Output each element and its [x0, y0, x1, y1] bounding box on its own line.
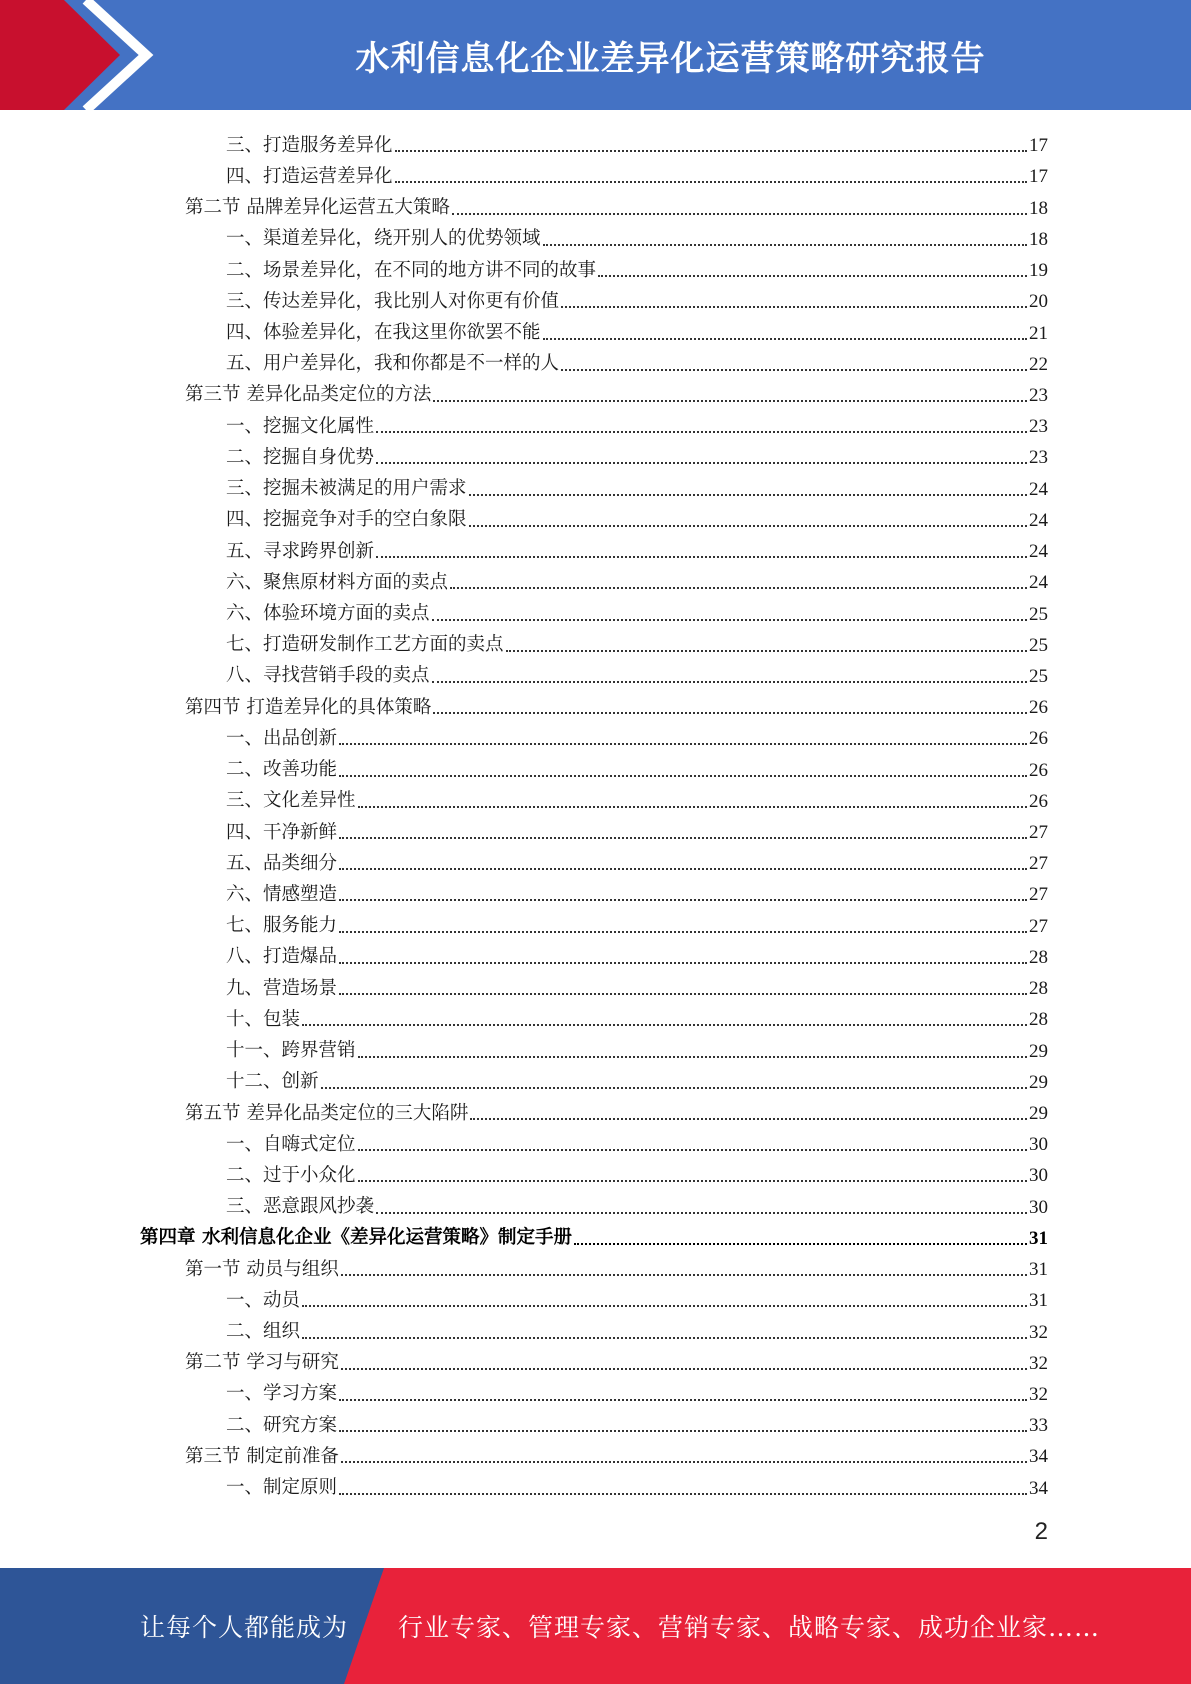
- toc-entry[interactable]: [140, 347, 1048, 378]
- toc-dot-leader: [469, 492, 1027, 496]
- toc-entry-title: 六、情感塑造: [226, 883, 338, 905]
- toc-entry[interactable]: [140, 628, 1048, 659]
- toc-entry-page: 17: [1029, 135, 1048, 157]
- toc-dot-leader: [341, 1459, 1027, 1463]
- toc-dot-leader: [341, 1272, 1027, 1276]
- toc-entry-page: 27: [1029, 853, 1048, 875]
- toc-entry[interactable]: [140, 1221, 1048, 1252]
- toc-dot-leader: [395, 179, 1027, 183]
- toc-entry-title: 第三节 差异化品类定位的方法: [185, 384, 432, 406]
- toc-entry[interactable]: [140, 752, 1048, 783]
- toc-dot-leader: [561, 367, 1027, 371]
- toc-entry-page: 26: [1029, 790, 1048, 812]
- toc-entry[interactable]: [140, 534, 1048, 565]
- toc-entry-page: 32: [1029, 1352, 1048, 1374]
- toc-entry-title: 一、出品创新: [226, 727, 338, 749]
- toc-entry-page: 30: [1029, 1165, 1048, 1187]
- toc-entry-page: 31: [1029, 1227, 1048, 1249]
- toc-entry-page: 28: [1029, 978, 1048, 1000]
- toc-entry[interactable]: [140, 1033, 1048, 1064]
- toc-dot-leader: [433, 398, 1027, 402]
- toc-entry[interactable]: [140, 1065, 1048, 1096]
- toc-dot-leader: [561, 304, 1027, 308]
- toc-entry-page: 33: [1029, 1415, 1048, 1437]
- toc-entry[interactable]: [140, 1002, 1048, 1033]
- toc-entry-page: 31: [1029, 1290, 1048, 1312]
- toc-entry-page: 20: [1029, 291, 1048, 313]
- toc-entry-page: 25: [1029, 634, 1048, 656]
- toc-entry[interactable]: [140, 784, 1048, 815]
- toc-entry-page: 29: [1029, 1040, 1048, 1062]
- toc-entry[interactable]: [140, 877, 1048, 908]
- toc-dot-leader: [433, 710, 1027, 714]
- toc-entry-title: 二、组织: [226, 1321, 301, 1343]
- toc-entry-title: 第二节 品牌差异化运营五大策略: [185, 197, 450, 219]
- toc-entry-page: 28: [1029, 946, 1048, 968]
- toc-entry[interactable]: [140, 1189, 1048, 1220]
- document-title: 水利信息化企业差异化运营策略研究报告: [355, 38, 986, 79]
- toc-dot-leader: [339, 991, 1027, 995]
- toc-entry-page: 25: [1029, 603, 1048, 625]
- toc-entry-title: 第四章 水利信息化企业《差异化运营策略》制定手册: [140, 1227, 572, 1249]
- toc-dot-leader: [376, 554, 1027, 558]
- toc-dot-leader: [339, 866, 1027, 870]
- toc-entry-title: 一、动员: [226, 1289, 301, 1311]
- toc-dot-leader: [341, 1366, 1027, 1370]
- toc-entry[interactable]: [140, 721, 1048, 752]
- toc-entry[interactable]: [140, 128, 1048, 159]
- toc-entry-page: 27: [1029, 915, 1048, 937]
- toc-dot-leader: [358, 1147, 1027, 1151]
- toc-entry-title: 一、渠道差异化，绕开别人的优势领域: [226, 228, 541, 250]
- toc-entry-title: 五、用户差异化，我和你都是不一样的人: [226, 353, 560, 375]
- toc-dot-leader: [339, 835, 1027, 839]
- toc-dot-leader: [302, 1335, 1027, 1339]
- toc-entry[interactable]: [140, 940, 1048, 971]
- toc-entry-title: 三、恶意跟风抄袭: [226, 1196, 375, 1218]
- toc-dot-leader: [339, 1428, 1027, 1432]
- toc-entry-page: 23: [1029, 447, 1048, 469]
- toc-entry-page: 18: [1029, 197, 1048, 219]
- toc-entry-title: 六、体验环境方面的卖点: [226, 603, 430, 624]
- toc-entry-title: 第五节 差异化品类定位的三大陷阱: [185, 1102, 469, 1124]
- toc-entry[interactable]: [140, 565, 1048, 596]
- toc-entry-title: 四、干净新鲜: [226, 821, 338, 843]
- toc-entry-title: 四、打造运营差异化: [226, 165, 393, 187]
- toc-dot-leader: [506, 648, 1027, 652]
- toc-entry[interactable]: [140, 1439, 1048, 1470]
- toc-entry-page: 27: [1029, 884, 1048, 906]
- toc-dot-leader: [469, 523, 1027, 527]
- toc-entry-page: 34: [1029, 1477, 1048, 1499]
- toc-entry[interactable]: [140, 846, 1048, 877]
- toc-entry[interactable]: [140, 159, 1048, 190]
- toc-dot-leader: [470, 1116, 1027, 1120]
- toc-entry-title: 一、自嗨式定位: [226, 1133, 356, 1155]
- table-of-contents: [140, 128, 1048, 1502]
- page-number: 2: [1034, 1518, 1048, 1545]
- toc-entry-page: 19: [1029, 260, 1048, 282]
- toc-entry-title: 二、过于小众化: [226, 1164, 356, 1186]
- page-footer: [0, 1568, 1191, 1684]
- toc-dot-leader: [598, 273, 1027, 277]
- toc-entry-title: 二、场景差异化，在不同的地方讲不同的故事: [226, 259, 597, 281]
- toc-entry[interactable]: [140, 409, 1048, 440]
- toc-entry-page: 21: [1029, 322, 1048, 344]
- toc-dot-leader: [339, 773, 1027, 777]
- toc-entry-title: 四、挖掘竞争对手的空白象限: [226, 509, 467, 531]
- toc-entry-title: 第三节 制定前准备: [185, 1445, 339, 1467]
- toc-entry[interactable]: [140, 1096, 1048, 1127]
- toc-entry[interactable]: [140, 1377, 1048, 1408]
- toc-dot-leader: [358, 804, 1027, 808]
- toc-entry-title: 三、传达差异化，我比别人对你更有价值: [226, 290, 560, 312]
- toc-entry-page: 27: [1029, 822, 1048, 844]
- toc-entry-page: 23: [1029, 416, 1048, 438]
- toc-entry-title: 八、打造爆品: [226, 946, 338, 968]
- toc-entry-title: 十一、跨界营销: [226, 1040, 356, 1062]
- toc-entry-title: 六、聚焦原材料方面的卖点: [226, 571, 449, 593]
- toc-entry-title: 第四节 打造差异化的具体策略: [185, 696, 432, 718]
- toc-entry-title: 五、寻求跨界创新: [226, 540, 375, 562]
- toc-entry-title: 四、体验差异化，在我这里你欲罢不能: [226, 322, 541, 344]
- toc-entry-page: 22: [1029, 353, 1048, 375]
- toc-entry-page: 25: [1029, 665, 1048, 687]
- toc-entry[interactable]: [140, 659, 1048, 690]
- toc-entry-title: 一、挖掘文化属性: [226, 415, 375, 437]
- toc-entry-page: 32: [1029, 1383, 1048, 1405]
- toc-dot-leader: [543, 242, 1027, 246]
- page-header: [0, 0, 1191, 110]
- toc-dot-leader: [376, 1210, 1027, 1214]
- toc-entry[interactable]: [140, 471, 1048, 502]
- toc-dot-leader: [321, 1085, 1027, 1089]
- toc-dot-leader: [574, 1241, 1027, 1245]
- toc-dot-leader: [339, 741, 1027, 745]
- toc-dot-leader: [358, 1054, 1027, 1058]
- toc-entry-page: 18: [1029, 228, 1048, 250]
- toc-entry[interactable]: [140, 1346, 1048, 1377]
- toc-entry[interactable]: [140, 1283, 1048, 1314]
- toc-entry-page: 24: [1029, 478, 1048, 500]
- toc-entry-page: 24: [1029, 509, 1048, 531]
- toc-entry-title: 一、制定原则: [226, 1477, 338, 1499]
- toc-entry[interactable]: [140, 378, 1048, 409]
- toc-entry[interactable]: [140, 284, 1048, 315]
- toc-entry[interactable]: [140, 190, 1048, 221]
- toc-entry-page: 30: [1029, 1196, 1048, 1218]
- toc-entry-page: 24: [1029, 541, 1048, 563]
- toc-dot-leader: [339, 1397, 1027, 1401]
- toc-entry[interactable]: [140, 222, 1048, 253]
- toc-entry-title: 三、文化差异性: [226, 790, 356, 812]
- toc-entry-page: 28: [1029, 1009, 1048, 1031]
- toc-dot-leader: [302, 1022, 1027, 1026]
- toc-entry-title: 一、学习方案: [226, 1383, 338, 1405]
- toc-dot-leader: [376, 429, 1027, 433]
- toc-dot-leader: [450, 585, 1027, 589]
- toc-entry[interactable]: [140, 596, 1048, 627]
- toc-dot-leader: [432, 617, 1027, 621]
- toc-entry-page: 23: [1029, 384, 1048, 406]
- toc-entry[interactable]: [140, 908, 1048, 939]
- toc-entry-page: 30: [1029, 1134, 1048, 1156]
- toc-entry-page: 24: [1029, 572, 1048, 594]
- toc-dot-leader: [339, 960, 1027, 964]
- toc-entry-title: 二、改善功能: [226, 759, 338, 781]
- toc-entry-title: 九、营造场景: [226, 977, 338, 999]
- toc-entry[interactable]: [140, 503, 1048, 534]
- toc-dot-leader: [339, 929, 1027, 933]
- toc-entry-title: 三、打造服务差异化: [226, 134, 393, 156]
- toc-dot-leader: [543, 336, 1027, 340]
- toc-dot-leader: [302, 1303, 1027, 1307]
- toc-entry[interactable]: [140, 1470, 1048, 1501]
- toc-entry[interactable]: [140, 690, 1048, 721]
- toc-entry-title: 第二节 学习与研究: [185, 1352, 339, 1374]
- toc-entry-title: 第一节 动员与组织: [185, 1258, 339, 1280]
- toc-dot-leader: [432, 679, 1027, 683]
- toc-entry-title: 三、挖掘未被满足的用户需求: [226, 478, 467, 500]
- toc-entry-title: 二、研究方案: [226, 1414, 338, 1436]
- toc-dot-leader: [339, 897, 1027, 901]
- toc-entry-title: 十二、创新: [226, 1071, 319, 1093]
- toc-entry-page: 29: [1029, 1071, 1048, 1093]
- toc-entry-page: 26: [1029, 697, 1048, 719]
- toc-entry[interactable]: [140, 1252, 1048, 1283]
- toc-entry[interactable]: [140, 1158, 1048, 1189]
- toc-entry-title: 十、包装: [226, 1008, 301, 1030]
- footer-slogan-left: 让每个人都能成为: [140, 1613, 349, 1642]
- toc-entry[interactable]: [140, 1127, 1048, 1158]
- toc-entry-title: 八、寻找营销手段的卖点: [226, 665, 430, 687]
- toc-entry-title: 七、服务能力: [226, 915, 338, 937]
- toc-entry-title: 七、打造研发制作工艺方面的卖点: [226, 634, 504, 656]
- toc-entry-page: 26: [1029, 759, 1048, 781]
- toc-dot-leader: [395, 148, 1027, 152]
- footer-slogan-right: 行业专家、管理专家、营销专家、战略专家、成功企业家……: [398, 1613, 1101, 1642]
- toc-dot-leader: [358, 1178, 1027, 1182]
- toc-dot-leader: [376, 460, 1027, 464]
- toc-dot-leader: [452, 211, 1027, 215]
- toc-entry[interactable]: [140, 971, 1048, 1002]
- toc-entry-page: 17: [1029, 166, 1048, 188]
- toc-entry[interactable]: [140, 315, 1048, 346]
- toc-entry-page: 31: [1029, 1259, 1048, 1281]
- toc-entry-page: 32: [1029, 1321, 1048, 1343]
- toc-entry[interactable]: [140, 1408, 1048, 1439]
- toc-entry-page: 34: [1029, 1446, 1048, 1468]
- toc-dot-leader: [339, 1491, 1027, 1495]
- toc-entry[interactable]: [140, 1314, 1048, 1345]
- toc-entry-page: 26: [1029, 728, 1048, 750]
- toc-entry[interactable]: [140, 815, 1048, 846]
- toc-entry-page: 29: [1029, 1103, 1048, 1124]
- toc-entry-title: 二、挖掘自身优势: [226, 446, 375, 468]
- toc-entry[interactable]: [140, 440, 1048, 471]
- toc-entry-title: 五、品类细分: [226, 852, 338, 874]
- toc-entry[interactable]: [140, 253, 1048, 284]
